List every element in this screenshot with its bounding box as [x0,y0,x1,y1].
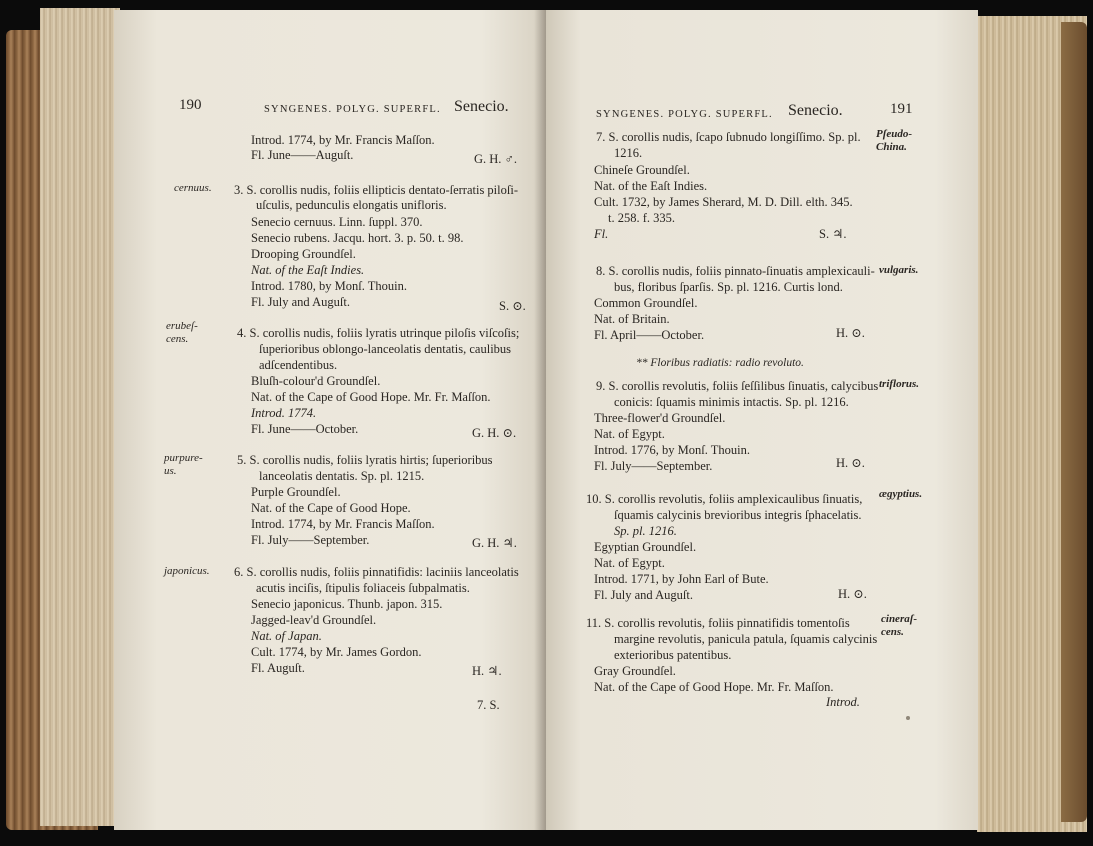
entry-line: Fl. July and Auguſt. [594,588,693,602]
entry-line: Nat. of Britain. [594,312,670,326]
species-epithet: cineraſ- cens. [881,613,918,638]
entry-line: Introd. 1774, by Mr. Francis Maſſon. [251,517,435,531]
left-page [114,10,546,830]
entry-line: Introd. 1771, by John Earl of Bute. [594,572,769,586]
entry-line: bus, floribus ſparſis. Sp. pl. 1216. Curtis lond. [614,280,843,294]
status-mark: S. ♃. [819,227,847,241]
status-mark: S. ⊙. [499,299,526,313]
ink-speck [906,716,910,720]
species-epithet: Pſeudo- China. [876,128,913,153]
entry-line: Cult. 1774, by Mr. James Gordon. [251,645,422,659]
entry-line: 6. S. corollis nudis, foliis pinnatifidis: laciniis lanceolatis [234,565,519,579]
entry-line: Cult. 1732, by James Sherard, M. D. Dill. elth. 345. [594,195,853,209]
entry-line: Introd. 1774. [251,406,317,420]
running-title: SYNGENES. POLYG. SUPERFL. [596,109,773,120]
entry-line: Three-flower'd Groundſel. [594,411,726,425]
entry-line: Jagged-leav'd Groundſel. [251,613,377,627]
entry-line: Bluſh-colour'd Groundſel. [251,374,381,388]
entry-line: adſcendentibus. [259,358,338,372]
running-title: SYNGENES. POLYG. SUPERFL. [264,104,441,115]
entry-line: Fl. April——October. [594,328,705,342]
entry-line: lanceolatis dentatis. Sp. pl. 1215. [259,469,425,483]
entry-line: ſquamis calycinis brevioribus integris ſphacelatis. [614,508,862,522]
entry-line: 1216. [614,146,643,160]
entry-line: Senecio rubens. Jacqu. hort. 3. p. 50. t. 98. [251,231,464,245]
entry-line: t. 258. f. 335. [608,211,676,225]
entry-line: Fl. July——September. [251,533,370,547]
entry-line: Senecio cernuus. Linn. ſuppl. 370. [251,215,423,229]
species-epithet: vulgaris. [879,264,919,276]
entry-line: acutis inciſis, ſtipulis foliaceis ſubpalmatis. [256,581,470,595]
catchword: 7. S. [477,698,500,712]
entry-line: Introd. 1776, by Monſ. Thouin. [594,443,751,457]
entry-line: Nat. of the Eaſt Indies. [251,263,365,277]
entry-line: Nat. of Japan. [251,629,322,643]
entry-line: Nat. of the Eaſt Indies. [594,179,708,193]
status-mark: H. ⊙. [836,456,865,470]
species-epithet: ægyptius. [879,488,923,500]
species-epithet: purpure- us. [164,452,203,477]
entry-line: ſuperioribus oblongo-lanceolatis dentatis, caulibus [259,342,512,356]
entry-line: Common Groundſel. [594,296,698,310]
entry-line: Fl. July and Auguſt. [251,295,350,309]
entry-line: Purple Groundſel. [251,485,341,499]
entry-line: Drooping Groundſel. [251,247,356,261]
book-cover-right [1061,22,1087,822]
entry-line: 3. S. corollis nudis, foliis ellipticis dentato-ſerratis piloſi- [234,183,518,197]
entry-line: Egyptian Groundſel. [594,540,697,554]
entry-line: margine revolutis, panicula patula, ſquamis calycinis [614,632,878,646]
genus-heading: Senecio. [454,98,509,115]
status-mark: G. H. ♂. [474,152,518,166]
right-page [546,10,978,830]
status-mark: G. H. ⊙. [472,426,517,440]
entry-line: Sp. pl. 1216. [614,524,677,538]
entry-line: Chineſe Groundſel. [594,163,690,177]
entry-line: 11. S. corollis revolutis, foliis pinnatifidis tomentoſis [586,616,850,630]
status-mark: G. H. ♃. [472,536,517,550]
open-book [6,8,1087,840]
entry-line: Fl. Auguſt. [251,661,305,675]
entry-line: Fl. July——September. [594,459,713,473]
status-mark: H. ⊙. [836,326,865,340]
entry-line: 8. S. corollis nudis, foliis pinnato-ſinuatis amplexicauli- [596,264,875,278]
intro-line: Introd. 1774, by Mr. Francis Maſſon. [251,133,435,147]
entry-line: exterioribus patentibus. [614,648,732,662]
species-epithet: triflorus. [879,378,920,390]
entry-line: Introd. 1780, by Monſ. Thouin. [251,279,408,293]
entry-line: 7. S. corollis nudis, ſcapo ſubnudo longiſſimo. Sp. pl. [596,130,861,144]
entry-line: 10. S. corollis revolutis, foliis amplexicaulibus ſinuatis, [586,492,863,506]
entry-line: conicis: ſquamis minimis intactis. Sp. pl. 1216. [614,395,849,409]
status-mark: H. ♃. [472,664,502,678]
entry-line: Nat. of Egypt. [594,556,665,570]
section-heading: ** Floribus radiatis: radio revoluto. [636,357,804,369]
page-edges-left [40,8,120,826]
entry-line: Senecio japonicus. Thunb. japon. 315. [251,597,443,611]
entry-line: 9. S. corollis revolutis, foliis ſeſſilibus ſinuatis, calycibus [596,379,879,393]
flowering-line: Fl. June——Auguſt. [251,148,354,162]
entry-line: Gray Groundſel. [594,664,676,678]
page-number: 191 [890,101,913,117]
entry-line: uſculis, pedunculis elongatis unifloris. [256,198,447,212]
entry-line: Nat. of the Cape of Good Hope. [251,501,411,515]
status-mark: H. ⊙. [838,587,867,601]
entry-line: 4. S. corollis nudis, foliis lyratis utrinque piloſis viſcoſis; [237,326,520,340]
entry-line: Nat. of Egypt. [594,427,665,441]
entry-line: Fl. June——October. [251,422,359,436]
entry-line: Nat. of the Cape of Good Hope. Mr. Fr. Maſſon. [594,680,834,694]
entry-line: 5. S. corollis nudis, foliis lyratis hirtis; ſuperioribus [237,453,493,467]
entry-line: Nat. of the Cape of Good Hope. Mr. Fr. Maſſon. [251,390,491,404]
page-number: 190 [179,97,202,113]
species-epithet: japonicus. [164,565,210,577]
entry-line: Fl. [594,227,609,241]
species-epithet: erubeſ- cens. [166,320,198,345]
species-epithet: cernuus. [174,182,212,194]
catchword: Introd. [826,695,860,709]
genus-heading: Senecio. [788,102,843,119]
